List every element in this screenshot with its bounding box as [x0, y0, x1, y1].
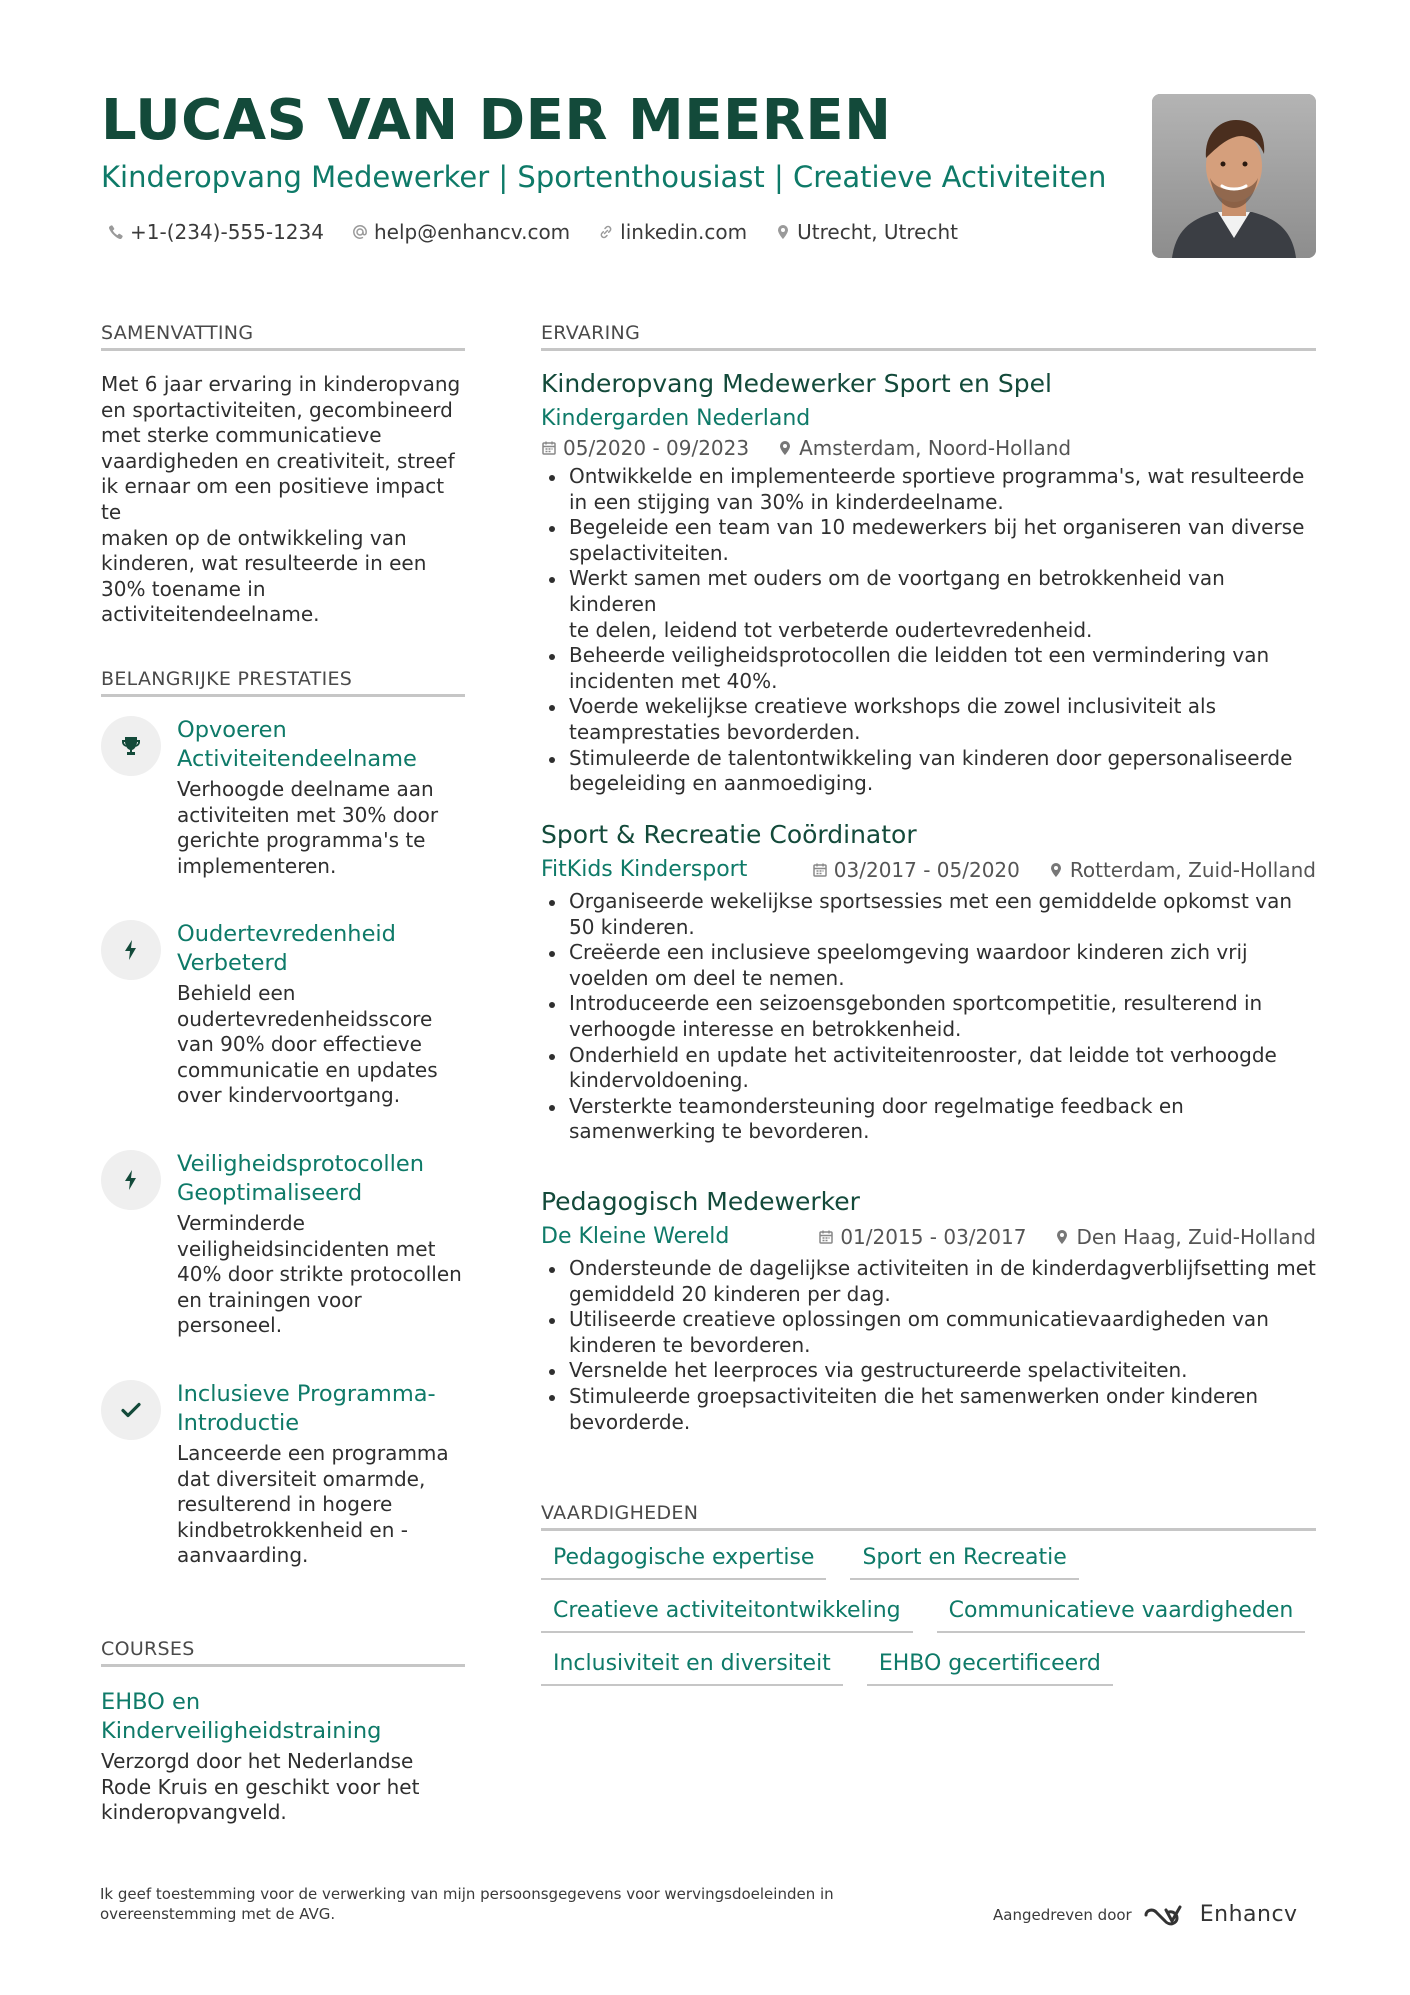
candidate-name: LUCAS VAN DER MEEREN — [101, 88, 892, 153]
achievement-icon-wrap — [101, 920, 161, 980]
achievement-title: Oudertevredenheid Verbeterd — [177, 921, 396, 976]
powered-by-label: Aangedreven door — [993, 1905, 1132, 1924]
bolt-icon — [119, 1168, 143, 1192]
list-item: Versnelde het leerproces via gestructureerde spelactiviteiten. — [541, 1358, 1316, 1384]
contact-linkedin[interactable] — [598, 220, 747, 244]
list-item: Ontwikkelde en implementeerde sportieve programma's, wat resulteerde in een stijging van 30% in kinderdeelname. — [541, 464, 1316, 515]
summary-line: en sportactiviteiten, gecombineerd — [101, 397, 453, 422]
bolt-icon — [119, 938, 143, 962]
achievement-desc: Lanceerde een programma dat diversiteit omarmde, resulterend in hogere kindbetrokkenheid en - aanvaarding. — [177, 1441, 449, 1568]
job-entry — [541, 368, 1316, 797]
job-dates: 05/2020 - 09/2023 — [541, 436, 749, 460]
list-item: Begeleide een team van 10 medewerkers bij het organiseren van diverse spelactiviteiten. — [541, 515, 1316, 566]
job-entry — [541, 1186, 1316, 1435]
calendar-icon — [812, 862, 828, 878]
contact-location-text: Utrecht, Utrecht — [797, 220, 959, 244]
job-location: Den Haag, Zuid-Holland — [1054, 1225, 1316, 1249]
at-icon — [352, 224, 368, 240]
list-item: Werkt samen met ouders om de voortgang en betrokkenheid van kinderen te delen, leidend tot verbeterde oudertevredenheid. — [541, 566, 1316, 643]
job-entry — [541, 819, 1316, 1145]
list-item: Introduceerde een seizoensgebonden sportcompetitie, resulterend in verhoogde interesse en betrokkenheid. — [541, 991, 1316, 1042]
job-bullets — [541, 889, 1316, 1145]
achievement-item — [101, 716, 465, 879]
achievement-item — [101, 1150, 465, 1339]
brand-name: Enhancv — [1199, 1902, 1298, 1927]
achievement-title: Inclusieve Programma- Introductie — [177, 1381, 436, 1436]
list-item: Onderhield en update het activiteitenrooster, dat leidde tot verhoogde kindervoldoening. — [541, 1043, 1316, 1094]
achievement-title: Opvoeren Activiteitendeelname — [177, 717, 417, 772]
contact-location — [775, 220, 958, 244]
trophy-icon — [119, 734, 143, 758]
summary-heading: SAMENVATTING — [101, 322, 465, 351]
summary-line: vaardigheden en creativiteit, streef — [101, 448, 455, 473]
portrait-image — [1152, 94, 1316, 258]
phone-icon — [108, 224, 124, 240]
job-company: FitKids Kindersport — [541, 857, 748, 882]
achievement-icon-wrap — [101, 1150, 161, 1210]
job-bullets — [541, 464, 1316, 797]
skill-tag: Creatieve activiteitontwikkeling — [541, 1598, 913, 1633]
job-dates: 03/2017 - 05/2020 — [812, 858, 1020, 882]
achievement-icon-wrap — [101, 1380, 161, 1440]
list-item: Ondersteunde de dagelijkse activiteiten in de kinderdagverblijfsetting met gemiddeld 20 kinderen per dag. — [541, 1256, 1316, 1307]
location-icon — [1048, 862, 1064, 878]
contact-email[interactable] — [352, 220, 570, 244]
calendar-icon — [818, 1229, 834, 1245]
contact-email-text: help@enhancv.com — [373, 220, 571, 244]
candidate-title: Kinderopvang Medewerker | Sportenthousiast | Creatieve Activiteiten — [101, 160, 1107, 194]
achievement-desc: Behield een oudertevredenheidsscore van 90% door effectieve communicatie en updates over kindervoortgang. — [177, 981, 438, 1108]
skill-tag: Communicatieve vaardigheden — [937, 1598, 1306, 1633]
summary-line: Met 6 jaar ervaring in kinderopvang — [101, 372, 461, 396]
list-item: Organiseerde wekelijkse sportsessies met een gemiddelde opkomst van 50 kinderen. — [541, 889, 1316, 940]
job-company: De Kleine Wereld — [541, 1224, 730, 1249]
powered-by[interactable] — [993, 1902, 1298, 1927]
link-icon — [598, 224, 614, 240]
summary-line: met sterke communicatieve — [101, 423, 382, 448]
location-icon — [775, 224, 791, 240]
contact-bar — [108, 220, 958, 244]
location-icon — [777, 440, 793, 456]
list-item: Utiliseerde creatieve oplossingen om communicatievaardigheden van kinderen te bevorderen. — [541, 1307, 1316, 1358]
contact-phone-text: +1-(234)-555-1234 — [130, 220, 324, 244]
summary-line: 30% toename in — [101, 576, 266, 601]
job-bullets — [541, 1256, 1316, 1435]
check-icon — [119, 1398, 143, 1422]
contact-phone[interactable] — [108, 220, 324, 244]
job-location: Amsterdam, Noord-Holland — [777, 436, 1071, 460]
job-company: Kindergarden Nederland — [541, 406, 811, 431]
summary-line: kinderen, wat resulteerde in een — [101, 551, 427, 576]
job-title: Kinderopvang Medewerker Sport en Spel — [541, 369, 1052, 398]
courses-heading: COURSES — [101, 1638, 465, 1667]
summary-line: maken op de ontwikkeling van — [101, 525, 407, 550]
skills-list — [541, 1545, 1316, 1704]
list-item: Creëerde een inclusieve speelomgeving waardoor kinderen zich vrij voelden om deel te nemen. — [541, 940, 1316, 991]
achievement-desc: Verhoogde deelname aan activiteiten met 30% door gerichte programma's te implementeren. — [177, 777, 439, 878]
skills-heading: VAARDIGHEDEN — [541, 1502, 1316, 1531]
skill-tag: EHBO gecertificeerd — [867, 1651, 1113, 1686]
skill-tag: Pedagogische expertise — [541, 1545, 826, 1580]
experience-heading: ERVARING — [541, 322, 1316, 351]
achievement-item — [101, 920, 465, 1109]
job-title: Sport & Recreatie Coördinator — [541, 820, 917, 849]
course-desc: Verzorgd door het Nederlandse Rode Kruis en geschikt voor het kinderopvangveld. — [101, 1749, 420, 1825]
job-dates: 01/2015 - 03/2017 — [818, 1225, 1026, 1249]
achievement-item — [101, 1380, 465, 1569]
achievement-title: Veiligheidsprotocollen Geoptimaliseerd — [177, 1151, 425, 1206]
summary-text — [101, 372, 465, 628]
list-item: Versterkte teamondersteuning door regelmatige feedback en samenwerking te bevorderen. — [541, 1094, 1316, 1145]
summary-line: activiteitendeelname. — [101, 602, 320, 627]
list-item: Stimuleerde de talentontwikkeling van kinderen door gepersonaliseerde begeleiding en aanmoediging. — [541, 746, 1316, 797]
skill-tag: Sport en Recreatie — [850, 1545, 1078, 1580]
list-item: Stimuleerde groepsactiviteiten die het samenwerken onder kinderen bevorderde. — [541, 1384, 1316, 1435]
course-item — [101, 1688, 465, 1826]
enhancv-logo-icon — [1142, 1903, 1190, 1927]
skill-tag: Inclusiviteit en diversiteit — [541, 1651, 843, 1686]
job-location: Rotterdam, Zuid-Holland — [1048, 858, 1316, 882]
contact-linkedin-text: linkedin.com — [620, 220, 748, 244]
achievement-icon-wrap — [101, 716, 161, 776]
job-title: Pedagogisch Medewerker — [541, 1187, 860, 1216]
calendar-icon — [541, 440, 557, 456]
course-title: EHBO en Kinderveiligheidstraining — [101, 1689, 382, 1744]
profile-photo — [1152, 94, 1316, 258]
achievement-desc: Verminderde veiligheidsincidenten met 40% door strikte protocollen en trainingen voor personeel. — [177, 1211, 462, 1338]
list-item: Voerde wekelijkse creatieve workshops die zowel inclusiviteit als teamprestaties bevorderden. — [541, 694, 1316, 745]
achievements-heading: BELANGRIJKE PRESTATIES — [101, 668, 465, 697]
summary-line: ik ernaar om een positieve impact te — [101, 474, 445, 524]
location-icon — [1054, 1229, 1070, 1245]
consent-text: Ik geef toestemming voor de verwerking van mijn persoonsgegevens voor wervingsdoeleinden in overeenstemming met de AVG. — [100, 1885, 834, 1923]
list-item: Beheerde veiligheidsprotocollen die leidden tot een vermindering van incidenten met 40%. — [541, 643, 1316, 694]
